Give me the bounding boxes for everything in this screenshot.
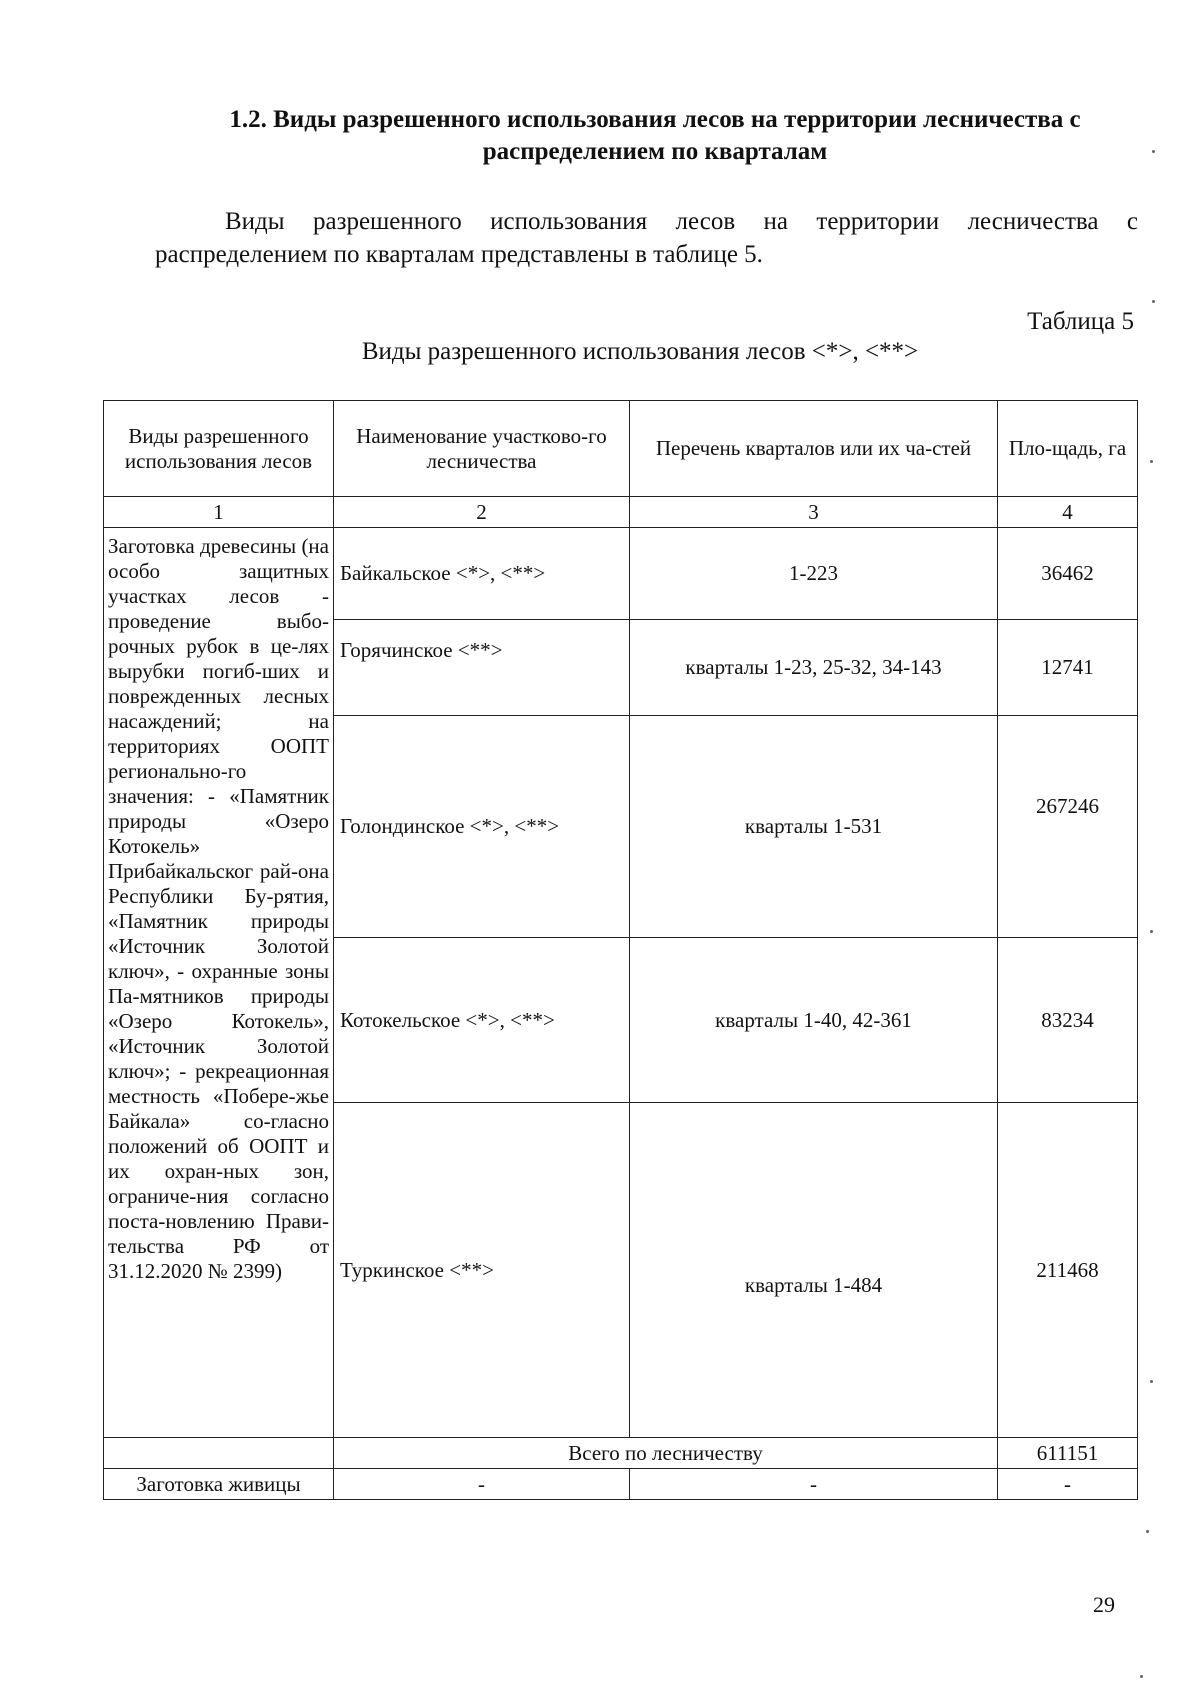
quarters-cell: кварталы 1-484 <box>630 1103 998 1438</box>
intro-text: Виды разрешенного использования лесов на территории лесничества с распределением по кварталам представлены в таблице 5. <box>155 208 1138 268</box>
quarters-cell: 1-223 <box>630 528 998 620</box>
section-heading: 1.2. Виды разрешенного использования лесов на территории лесничества с распределением по кварталам <box>229 106 1081 165</box>
scan-speck <box>1150 930 1153 933</box>
header-area: Пло-щадь, га <box>998 401 1138 497</box>
area-cell: 211468 <box>998 1103 1138 1438</box>
table-row <box>104 528 1138 620</box>
scan-speck <box>1150 460 1153 463</box>
forestry-cell: Туркинское <**> <box>334 1103 630 1438</box>
total-empty-cell <box>104 1438 334 1469</box>
quarters-cell: кварталы 1-40, 42-361 <box>630 938 998 1103</box>
total-area: 611151 <box>998 1438 1138 1469</box>
scan-speck <box>1146 1530 1149 1533</box>
quarters-cell: кварталы 1-531 <box>630 716 998 938</box>
header-use-type: Виды разрешенного использования лесов <box>104 401 334 497</box>
area-cell: 36462 <box>998 528 1138 620</box>
total-label: Всего по лесничеству <box>334 1438 998 1469</box>
scan-speck <box>1152 150 1155 153</box>
forestry-cell: Горячинское <**> <box>334 620 630 716</box>
column-number: 2 <box>334 497 630 528</box>
table-caption: Виды разрешенного использования лесов <*>, <**> <box>361 338 919 365</box>
permitted-use-table <box>103 400 1138 1500</box>
resin-area: - <box>998 1469 1138 1500</box>
forestry-cell: Котокельское <*>, <**> <box>334 938 630 1103</box>
intro-paragraph <box>155 205 1138 271</box>
scan-speck <box>1152 300 1155 303</box>
page-number: 29 <box>1093 1592 1115 1617</box>
total-row <box>104 1438 1138 1469</box>
area-cell: 83234 <box>998 938 1138 1103</box>
forestry-cell: Голондинское <*>, <**> <box>334 716 630 938</box>
use-type-cell: Заготовка древесины (на особо защитных участках лесов - проведение выбо-рочных рубок в це-лях вырубки погиб-ших и поврежденных лесных насаждений; на территориях ООПТ регионально-го значения: - «Памятник природы «Озеро Котокель» Прибайкальског рай-она Республики Бу-рятия, «Памятник природы «Источник Золотой ключ», - охранные зоны Па-мятников природы «Озеро Котокель», «Источник Золотой ключ»; - рекреационная местность «Побере-жье Байкала» со-гласно положений об ООПТ и их охран-ных зон, ограниче-ния согласно поста-новлению Прави-тельства РФ от 31.12.2020 № 2399) <box>104 528 334 1438</box>
column-number: 3 <box>630 497 998 528</box>
resin-quarters: - <box>630 1469 998 1500</box>
resin-forestry: - <box>334 1469 630 1500</box>
quarters-cell: кварталы 1-23, 25-32, 34-143 <box>630 620 998 716</box>
resin-row <box>104 1469 1138 1500</box>
column-number: 1 <box>104 497 334 528</box>
header-quarters: Перечень кварталов или их ча-стей <box>630 401 998 497</box>
column-number-row <box>104 497 1138 528</box>
header-forestry: Наименование участково-го лесничества <box>334 401 630 497</box>
table-header-row <box>104 401 1138 497</box>
resin-use-type: Заготовка живицы <box>104 1469 334 1500</box>
forestry-cell: Байкальское <*>, <**> <box>334 528 630 620</box>
area-cell: 12741 <box>998 620 1138 716</box>
scan-speck <box>1140 1675 1143 1678</box>
column-number: 4 <box>998 497 1138 528</box>
scan-speck <box>1150 1380 1153 1383</box>
table-number: Таблица 5 <box>1027 308 1134 335</box>
area-cell: 267246 <box>998 716 1138 938</box>
